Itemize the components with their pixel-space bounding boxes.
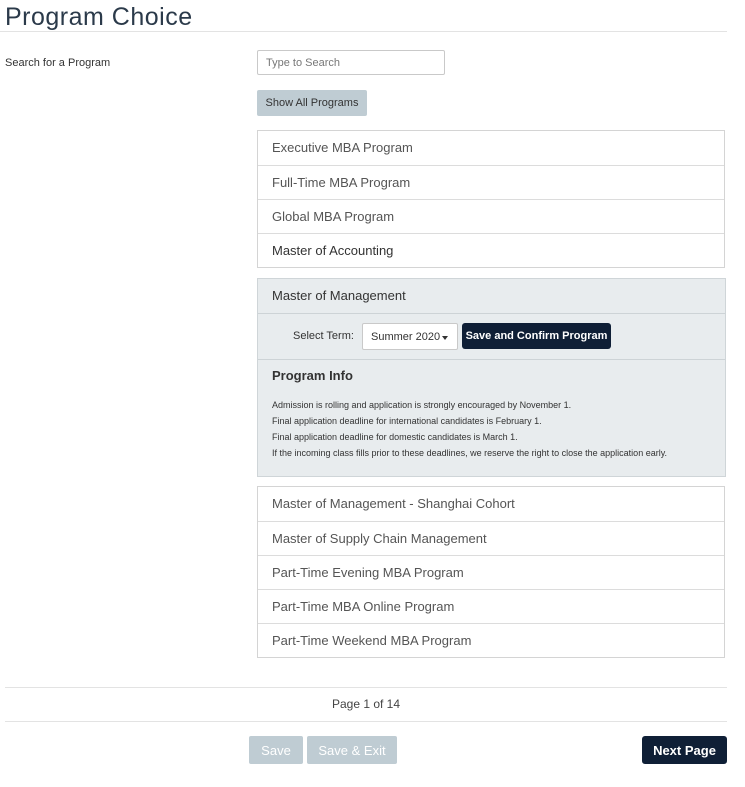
- program-info-line: Admission is rolling and application is strongly encouraged by November 1.: [272, 400, 572, 410]
- program-item-full-time-mba[interactable]: Full-Time MBA Program: [258, 165, 724, 199]
- save-and-exit-button[interactable]: Save & Exit: [307, 736, 397, 764]
- divider: [5, 687, 727, 688]
- program-list-bottom: [257, 486, 725, 658]
- program-info-title: Program Info: [272, 368, 353, 383]
- search-input[interactable]: [257, 50, 445, 75]
- search-label: Search for a Program: [5, 57, 111, 69]
- term-select[interactable]: [362, 323, 458, 350]
- divider: [5, 721, 727, 722]
- term-select-value: Summer 2020: [371, 330, 441, 343]
- selected-program-header[interactable]: Master of Management: [258, 279, 725, 314]
- page-title: Program Choice: [5, 3, 193, 31]
- next-page-button[interactable]: Next Page: [642, 736, 727, 764]
- program-list-top: [257, 130, 725, 268]
- program-item-pt-weekend-mba[interactable]: Part-Time Weekend MBA Program: [258, 623, 724, 657]
- save-and-confirm-program-button[interactable]: Save and Confirm Program: [462, 323, 611, 349]
- select-term-label: Select Term:: [293, 330, 354, 342]
- save-button[interactable]: Save: [249, 736, 303, 764]
- title-divider: [0, 31, 727, 32]
- program-info-line: If the incoming class fills prior to these deadlines, we reserve the right to close the application early.: [272, 448, 668, 458]
- caret-down-icon: [442, 336, 448, 340]
- program-info-text: [272, 397, 667, 461]
- program-info-line: Final application deadline for international candidates is February 1.: [272, 416, 542, 426]
- term-row: [258, 314, 725, 360]
- program-item-pt-online-mba[interactable]: Part-Time MBA Online Program: [258, 589, 724, 623]
- page-indicator: Page 1 of 14: [331, 697, 401, 711]
- program-item-global-mba[interactable]: Global MBA Program: [258, 199, 724, 233]
- program-item-executive-mba[interactable]: Executive MBA Program: [272, 140, 413, 155]
- program-item-master-of-accounting[interactable]: Master of Accounting: [258, 233, 724, 267]
- program-info-line: Final application deadline for domestic candidates is March 1.: [272, 432, 518, 442]
- program-item-supply-chain[interactable]: Master of Supply Chain Management: [258, 521, 724, 555]
- program-item-mm-shanghai[interactable]: Master of Management - Shanghai Cohort: [272, 496, 515, 511]
- selected-program-panel: [257, 278, 726, 477]
- program-item-pt-evening-mba[interactable]: Part-Time Evening MBA Program: [258, 555, 724, 589]
- show-all-programs-button[interactable]: Show All Programs: [257, 90, 367, 116]
